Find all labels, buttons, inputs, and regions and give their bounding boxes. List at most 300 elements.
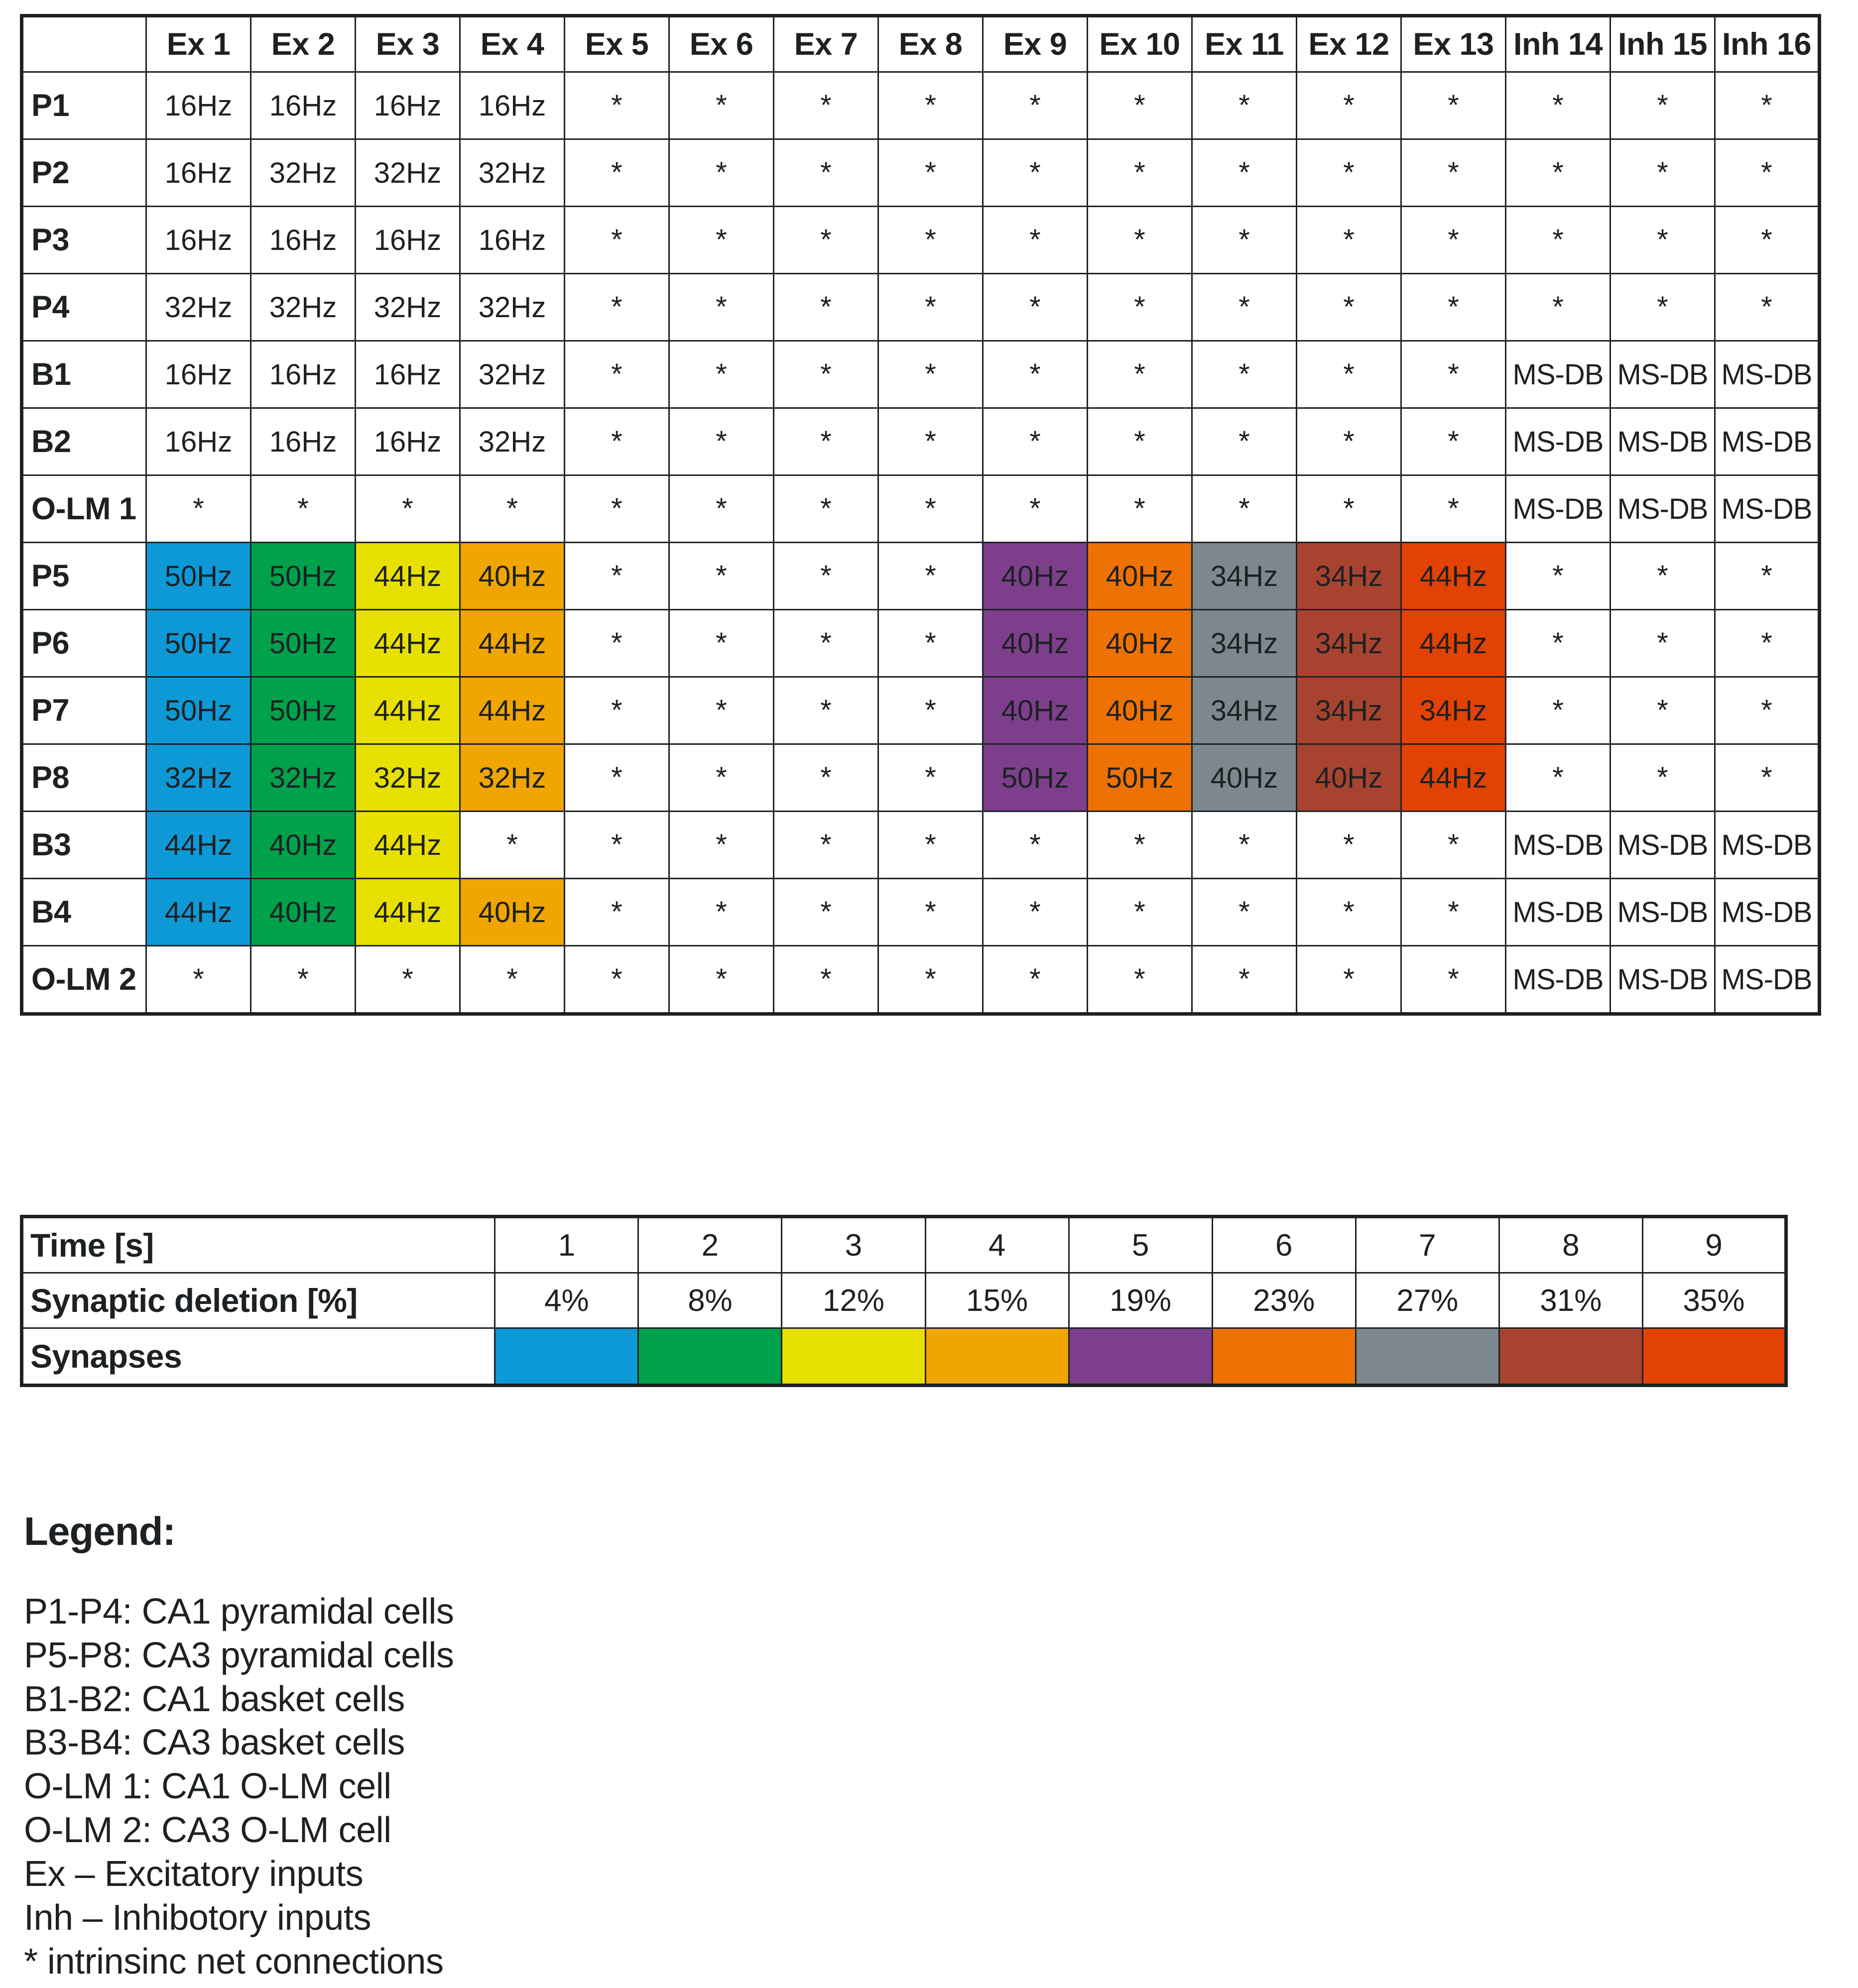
matrix-cell: 16Hz [146,72,251,139]
matrix-cell: 32Hz [460,139,565,207]
table-row [22,946,1820,1014]
matrix-cell: * [669,139,774,207]
matrix-cell: * [669,610,774,677]
matrix-cell: MS-DB [1610,812,1715,879]
color-swatch-amber [925,1328,1069,1386]
matrix-cell: * [1297,72,1401,139]
matrix-cell: 44Hz [146,879,251,946]
matrix-cell: * [1401,274,1506,341]
matrix-cell: * [1715,744,1820,812]
matrix-cell: 34Hz [1297,543,1401,610]
matrix-cell: * [1715,677,1820,744]
matrix-cell: * [1401,879,1506,946]
matrix-column-header: Inh 14 [1506,16,1610,72]
matrix-cell: 40Hz [1088,543,1192,610]
matrix-column-header: Inh 16 [1715,16,1820,72]
matrix-cell: 16Hz [146,408,251,475]
time-cell: 2 [638,1217,782,1273]
matrix-column-header: Ex 3 [356,16,460,72]
matrix-cell: * [1088,274,1192,341]
table-row [22,677,1820,744]
matrix-cell: * [774,341,878,408]
matrix-cell: * [669,274,774,341]
matrix-cell: * [565,341,669,408]
matrix-cell: * [1088,408,1192,475]
matrix-cell: MS-DB [1715,341,1820,408]
synaptic-deletion-cell: 15% [925,1273,1069,1328]
matrix-cell: * [878,812,983,879]
matrix-cell: * [878,610,983,677]
matrix-cell: * [1715,274,1820,341]
matrix-row-label: B4 [22,879,146,946]
matrix-cell: * [1088,341,1192,408]
matrix-cell: * [878,72,983,139]
matrix-cell: 40Hz [460,543,565,610]
matrix-cell: 16Hz [356,341,460,408]
matrix-cell: * [774,677,878,744]
matrix-column-header: Ex 13 [1401,16,1506,72]
matrix-cell: 40Hz [251,879,356,946]
matrix-cell: 16Hz [146,139,251,207]
table-row [22,72,1820,139]
matrix-cell: * [878,274,983,341]
matrix-cell: * [983,139,1088,207]
matrix-cell: * [1401,408,1506,475]
synaptic-deletion-cell: 27% [1356,1273,1499,1328]
matrix-cell: * [1192,72,1297,139]
matrix-cell: * [1297,274,1401,341]
matrix-cell: * [1610,139,1715,207]
matrix-cell: 50Hz [146,677,251,744]
matrix-cell: * [774,946,878,1014]
matrix-cell: * [1506,139,1610,207]
matrix-cell: * [1506,677,1610,744]
matrix-cell: 44Hz [1401,744,1506,812]
matrix-row-label: O-LM 2 [22,946,146,1014]
color-swatch-purple [1069,1328,1212,1386]
matrix-cell: MS-DB [1506,408,1610,475]
matrix-cell: * [1192,341,1297,408]
matrix-cell: * [460,475,565,543]
matrix-cell: * [1297,341,1401,408]
matrix-cell: 16Hz [460,72,565,139]
matrix-cell: 50Hz [251,677,356,744]
matrix-cell: 34Hz [1192,677,1297,744]
matrix-cell: * [1715,72,1820,139]
matrix-cell: * [774,812,878,879]
matrix-cell: * [146,475,251,543]
matrix-cell: * [1297,207,1401,274]
matrix-cell: * [565,408,669,475]
matrix-cell: MS-DB [1715,812,1820,879]
matrix-column-header: Ex 2 [251,16,356,72]
matrix-cell: 34Hz [1192,610,1297,677]
matrix-row-label: P4 [22,274,146,341]
matrix-cell: 32Hz [146,274,251,341]
matrix-cell: * [565,139,669,207]
legend-item: * intrinsinc net connections [24,1941,444,1982]
matrix-cell: * [774,744,878,812]
matrix-cell: * [1506,744,1610,812]
matrix-cell: * [774,408,878,475]
matrix-cell: * [565,274,669,341]
matrix-cell: * [669,207,774,274]
legend-block [24,1509,1219,1984]
matrix-cell: * [1506,274,1610,341]
table-row [22,744,1820,812]
matrix-cell: * [565,677,669,744]
legend-item: Inh – Inhibotory inputs [24,1897,371,1938]
matrix-cell: * [669,879,774,946]
matrix-cell: * [878,543,983,610]
matrix-cell: * [1610,72,1715,139]
matrix-cell: MS-DB [1506,879,1610,946]
matrix-cell: 44Hz [146,812,251,879]
matrix-cell: * [774,475,878,543]
table-row [22,274,1820,341]
matrix-header-row-group [22,16,1820,72]
matrix-row-label: P3 [22,207,146,274]
color-swatch-redorange [1642,1328,1786,1386]
table-row [22,610,1820,677]
matrix-cell: 44Hz [1401,610,1506,677]
matrix-cell: * [1297,879,1401,946]
matrix-cell: 16Hz [251,72,356,139]
matrix-cell: * [1610,677,1715,744]
matrix-cell: 32Hz [356,744,460,812]
legend-list [24,1590,1219,1984]
matrix-cell: MS-DB [1715,879,1820,946]
matrix-cell: 40Hz [1192,744,1297,812]
matrix-cell: MS-DB [1610,475,1715,543]
matrix-cell: * [460,812,565,879]
color-swatch-blue [495,1328,638,1386]
matrix-cell: * [983,408,1088,475]
matrix-cell: * [1610,610,1715,677]
matrix-column-header: Ex 11 [1192,16,1297,72]
matrix-cell: 32Hz [356,139,460,207]
matrix-cell: * [1297,139,1401,207]
matrix-cell: * [565,744,669,812]
synaptic-deletion-cell: 4% [495,1273,638,1328]
legend-item: O-LM 2: CA3 O-LM cell [24,1810,391,1851]
matrix-row-label: P5 [22,543,146,610]
matrix-cell: * [1506,543,1610,610]
table-row [22,475,1820,543]
matrix-column-header: Ex 10 [1088,16,1192,72]
matrix-row-label: B1 [22,341,146,408]
synapse-row-label: Synapses [22,1328,495,1386]
matrix-cell: * [565,610,669,677]
matrix-cell: * [774,610,878,677]
matrix-cell: * [774,139,878,207]
matrix-cell: * [1297,946,1401,1014]
matrix-cell: 16Hz [146,207,251,274]
matrix-cell: 40Hz [983,543,1088,610]
matrix-cell: 44Hz [356,610,460,677]
matrix-cell: 32Hz [251,744,356,812]
matrix-row-label: B2 [22,408,146,475]
synaptic-deletion-cell: 19% [1069,1273,1212,1328]
synaptic-deletion-cell: 35% [1642,1273,1786,1328]
matrix-cell: * [1610,274,1715,341]
matrix-cell: * [669,744,774,812]
matrix-row-label: O-LM 1 [22,475,146,543]
matrix-column-header: Ex 9 [983,16,1088,72]
matrix-cell: 32Hz [251,139,356,207]
synaptic-deletion-cell: 31% [1499,1273,1642,1328]
matrix-cell: * [878,677,983,744]
matrix-cell: * [146,946,251,1014]
time-cell: 9 [1642,1217,1786,1273]
matrix-cell: 34Hz [1192,543,1297,610]
matrix-cell: 50Hz [983,744,1088,812]
matrix-cell: * [1401,946,1506,1014]
matrix-cell: 32Hz [460,341,565,408]
matrix-cell: * [1297,475,1401,543]
matrix-cell: 32Hz [251,274,356,341]
matrix-cell: MS-DB [1506,475,1610,543]
matrix-cell: * [251,475,356,543]
matrix-cell: * [565,543,669,610]
matrix-cell: MS-DB [1610,946,1715,1014]
time-cell: 8 [1499,1217,1642,1273]
matrix-cell: * [1401,341,1506,408]
time-cell: 1 [495,1217,638,1273]
matrix-cell: 44Hz [356,543,460,610]
legend-item: O-LM 1: CA1 O-LM cell [24,1766,391,1807]
table-row [22,207,1820,274]
legend-item: P5-P8: CA3 pyramidal cells [24,1635,454,1675]
matrix-cell: * [565,812,669,879]
matrix-cell: * [1401,812,1506,879]
legend-title: Legend: [24,1509,176,1553]
matrix-cell: * [1715,543,1820,610]
matrix-cell: 40Hz [983,677,1088,744]
matrix-header-row [22,16,1820,72]
matrix-cell: * [774,543,878,610]
synaptic-deletion-row [22,1273,1786,1328]
matrix-cell: * [669,72,774,139]
matrix-column-header: Ex 12 [1297,16,1401,72]
matrix-cell: * [1192,812,1297,879]
matrix-cell: 34Hz [1297,677,1401,744]
matrix-cell: 32Hz [356,274,460,341]
matrix-row-label: B3 [22,812,146,879]
matrix-column-header: Ex 4 [460,16,565,72]
matrix-row-label: P7 [22,677,146,744]
matrix-column-header: Ex 5 [565,16,669,72]
matrix-cell: * [1192,408,1297,475]
matrix-corner-cell [22,16,146,72]
matrix-cell: * [983,879,1088,946]
time-cell: 7 [1356,1217,1499,1273]
synaptic-deletion-cell: 23% [1212,1273,1356,1328]
table-row [22,879,1820,946]
matrix-cell: * [774,72,878,139]
matrix-cell: 44Hz [460,610,565,677]
matrix-cell: 32Hz [146,744,251,812]
synapse-row-label: Time [s] [22,1217,495,1273]
matrix-cell: 40Hz [251,812,356,879]
matrix-cell: 16Hz [356,408,460,475]
matrix-cell: * [1610,744,1715,812]
matrix-cell: * [1401,207,1506,274]
matrix-cell: * [1088,946,1192,1014]
matrix-cell: 40Hz [1088,677,1192,744]
synapse-timeline-table [20,1215,1788,1387]
matrix-cell: MS-DB [1715,408,1820,475]
matrix-cell: MS-DB [1715,475,1820,543]
matrix-cell: * [1297,408,1401,475]
matrix-cell: * [565,207,669,274]
matrix-column-header: Ex 6 [669,16,774,72]
connectivity-matrix-container [20,14,1821,1016]
table-row [22,139,1820,207]
matrix-cell: * [983,341,1088,408]
color-swatch-gray [1356,1328,1499,1386]
matrix-cell: 50Hz [146,610,251,677]
color-swatch-yellow [782,1328,925,1386]
matrix-cell: 16Hz [356,207,460,274]
table-row [22,812,1820,879]
matrix-cell: 32Hz [460,744,565,812]
matrix-cell: 40Hz [460,879,565,946]
matrix-cell: * [460,946,565,1014]
time-cell: 3 [782,1217,925,1273]
matrix-cell: * [1715,610,1820,677]
matrix-cell: * [669,543,774,610]
synaptic-deletion-cell: 12% [782,1273,925,1328]
matrix-cell: * [1610,207,1715,274]
matrix-cell: 50Hz [251,543,356,610]
matrix-cell: * [565,72,669,139]
matrix-cell: MS-DB [1610,408,1715,475]
matrix-cell: * [878,139,983,207]
matrix-cell: * [1506,72,1610,139]
legend-item: B3-B4: CA3 basket cells [24,1723,405,1763]
matrix-cell: * [983,274,1088,341]
matrix-body [22,72,1820,1014]
matrix-cell: * [878,408,983,475]
matrix-cell: * [669,475,774,543]
matrix-cell: * [565,475,669,543]
matrix-cell: MS-DB [1506,946,1610,1014]
matrix-cell: * [1088,879,1192,946]
matrix-cell: * [356,475,460,543]
table-row [22,543,1820,610]
matrix-cell: * [1610,543,1715,610]
matrix-cell: * [1401,72,1506,139]
matrix-cell: * [1192,274,1297,341]
matrix-cell: 50Hz [1088,744,1192,812]
matrix-cell: 40Hz [1088,610,1192,677]
matrix-column-header: Ex 7 [774,16,878,72]
synapse-timeline-body [22,1217,1786,1386]
matrix-cell: * [1401,139,1506,207]
matrix-cell: * [669,946,774,1014]
matrix-cell: 44Hz [356,677,460,744]
synapse-timeline-container [20,1215,1788,1387]
matrix-cell: * [1506,610,1610,677]
matrix-cell: * [878,341,983,408]
matrix-cell: * [1088,139,1192,207]
matrix-cell: * [669,812,774,879]
matrix-cell: MS-DB [1506,812,1610,879]
matrix-cell: * [1192,475,1297,543]
legend-item: Ex – Excitatory inputs [24,1854,364,1894]
matrix-cell: * [878,946,983,1014]
matrix-row-label: P8 [22,744,146,812]
matrix-cell: * [983,812,1088,879]
matrix-column-header: Inh 15 [1610,16,1715,72]
matrix-cell: 40Hz [983,610,1088,677]
matrix-cell: 16Hz [251,341,356,408]
matrix-cell: * [1192,207,1297,274]
matrix-cell: 44Hz [460,677,565,744]
matrix-cell: 32Hz [460,408,565,475]
matrix-cell: 32Hz [460,274,565,341]
matrix-row-label: P2 [22,139,146,207]
matrix-cell: 44Hz [356,812,460,879]
matrix-cell: * [1192,879,1297,946]
matrix-cell: * [1715,139,1820,207]
matrix-cell: * [878,475,983,543]
matrix-cell: MS-DB [1610,879,1715,946]
matrix-cell: 34Hz [1401,677,1506,744]
matrix-cell: MS-DB [1610,341,1715,408]
matrix-cell: * [669,408,774,475]
matrix-cell: * [1088,812,1192,879]
synapse-row-label: Synaptic deletion [%] [22,1273,495,1328]
color-swatch-brick [1499,1328,1642,1386]
matrix-cell: * [1297,812,1401,879]
matrix-column-header: Ex 8 [878,16,983,72]
matrix-cell: 16Hz [251,207,356,274]
matrix-cell: 34Hz [1297,610,1401,677]
matrix-cell: * [669,677,774,744]
matrix-column-header: Ex 1 [146,16,251,72]
matrix-cell: * [1192,946,1297,1014]
color-swatch-green [638,1328,782,1386]
matrix-cell: * [565,946,669,1014]
table-row [22,408,1820,475]
matrix-cell: * [1401,475,1506,543]
synapses-row [22,1328,1786,1386]
matrix-cell: 16Hz [356,72,460,139]
time-cell: 6 [1212,1217,1356,1273]
matrix-cell: * [774,207,878,274]
connectivity-matrix-table [20,14,1821,1016]
matrix-cell: 16Hz [146,341,251,408]
matrix-cell: * [1715,207,1820,274]
matrix-cell: * [878,207,983,274]
matrix-cell: * [878,879,983,946]
legend-item: B1-B2: CA1 basket cells [24,1679,405,1719]
matrix-cell: * [774,879,878,946]
matrix-cell: 50Hz [146,543,251,610]
matrix-cell: 44Hz [356,879,460,946]
matrix-cell: * [251,946,356,1014]
matrix-cell: 40Hz [1297,744,1401,812]
matrix-cell: * [1192,139,1297,207]
time-row [22,1217,1786,1273]
matrix-cell: * [565,879,669,946]
matrix-cell: * [1088,207,1192,274]
table-row [22,341,1820,408]
matrix-cell: * [774,274,878,341]
matrix-cell: * [1088,72,1192,139]
